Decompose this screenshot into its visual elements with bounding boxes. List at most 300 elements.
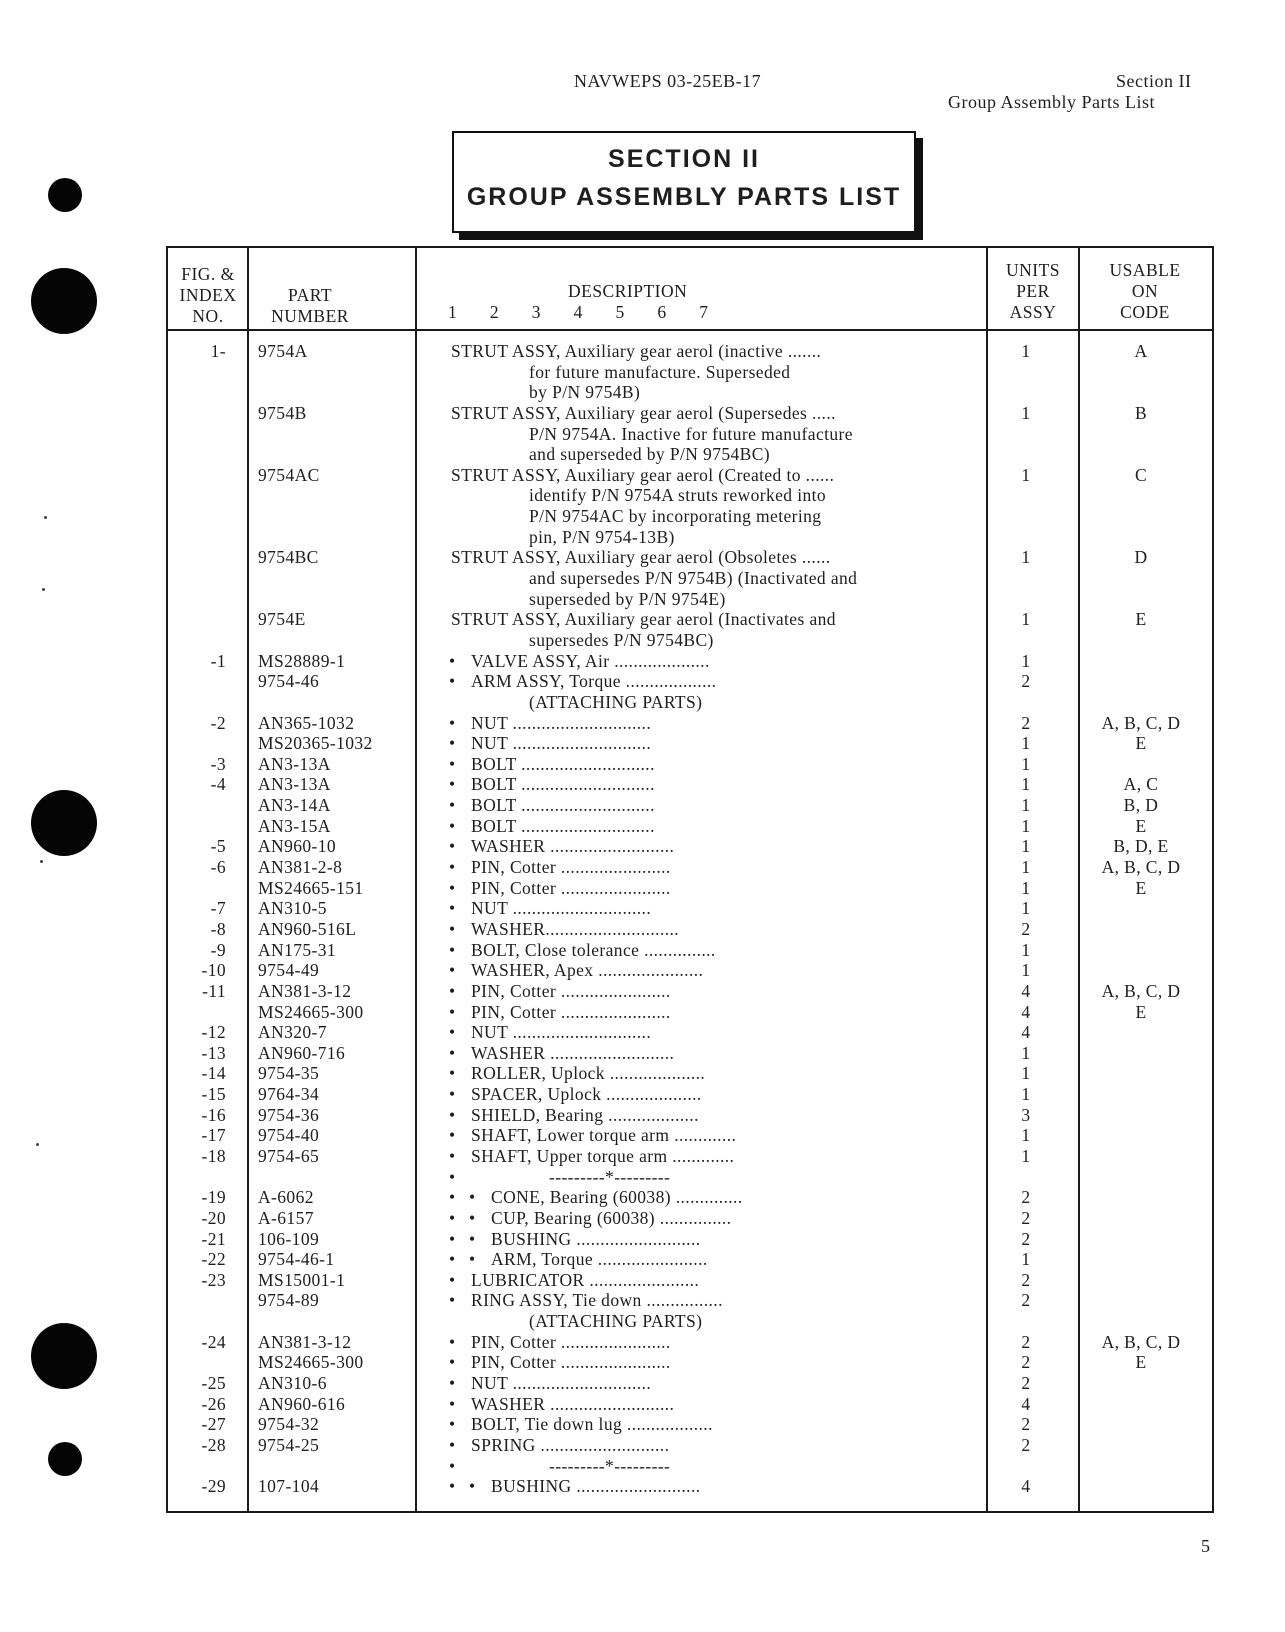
col-head-code: USABLE ON CODE — [1109, 260, 1181, 322]
units-per-assy: 1 — [1021, 733, 1031, 754]
index-number: -6 — [210, 857, 226, 878]
units-per-assy: 4 — [1021, 1393, 1031, 1414]
part-number: AN320-7 — [258, 1022, 327, 1043]
description-text: and superseded by P/N 9754BC) — [529, 444, 771, 465]
table-row — [166, 878, 1210, 899]
description-text: STRUT ASSY, Auxiliary gear aerol (Obsoletes ...... — [451, 547, 831, 568]
description-text: BOLT ............................ — [471, 753, 655, 774]
table-row — [166, 1394, 1210, 1415]
table-row — [166, 857, 1210, 878]
description — [449, 816, 949, 837]
title-line-2: GROUP ASSEMBLY PARTS LIST — [466, 183, 902, 211]
description — [449, 465, 949, 486]
indent-dot: • — [449, 857, 456, 878]
description-text: and supersedes P/N 9754B) (Inactivated and — [529, 568, 858, 589]
description — [449, 671, 949, 692]
usable-on-code: A, C — [1123, 774, 1159, 795]
part-number: AN381-3-12 — [258, 1331, 352, 1352]
indent-dot: • — [449, 1001, 456, 1022]
usable-on-code: A, B, C, D — [1101, 1331, 1181, 1352]
index-number: -11 — [202, 980, 226, 1001]
indent-dot: • — [449, 1022, 456, 1043]
table-row — [166, 1125, 1210, 1146]
description — [449, 341, 949, 362]
indent-dot: • — [449, 836, 456, 857]
usable-on-code: B, D, E — [1113, 836, 1169, 857]
description-text: WASHER .......................... — [471, 1042, 675, 1063]
table-row — [166, 1332, 1210, 1353]
part-number: 9754-40 — [258, 1125, 320, 1146]
description-text: BOLT ............................ — [471, 774, 655, 795]
units-per-assy: 2 — [1021, 1290, 1031, 1311]
index-number: -7 — [210, 898, 226, 919]
table-row — [166, 609, 1210, 630]
usable-on-code: D — [1134, 547, 1148, 568]
description — [449, 1167, 949, 1188]
description-text: (ATTACHING PARTS) — [529, 1311, 703, 1332]
part-number: MS20365-1032 — [258, 733, 373, 754]
indent-dot: • — [449, 774, 456, 795]
indent-dot: • — [449, 1207, 456, 1228]
description-text: SHIELD, Bearing ................... — [471, 1104, 699, 1125]
usable-on-code: C — [1134, 464, 1148, 485]
table-row — [166, 836, 1210, 857]
usable-on-code: E — [1135, 815, 1147, 836]
speck — [36, 1143, 39, 1146]
description — [449, 1332, 949, 1353]
description — [449, 1105, 949, 1126]
indent-dot: • — [449, 1145, 456, 1166]
table-row — [166, 1167, 1210, 1188]
table-row — [166, 1476, 1210, 1497]
indent-dot: • — [449, 1249, 456, 1270]
index-number: -1 — [210, 650, 226, 671]
index-number: -27 — [201, 1414, 226, 1435]
indent-dot: • — [449, 1166, 456, 1187]
description — [449, 1063, 949, 1084]
indent-dot: • — [469, 1187, 476, 1208]
table-row — [166, 1187, 1210, 1208]
indent-dot: • — [449, 1393, 456, 1414]
description — [449, 1125, 949, 1146]
description — [449, 713, 949, 734]
description-text: for future manufacture. Superseded — [529, 361, 791, 382]
index-number: -15 — [201, 1084, 226, 1105]
description — [449, 1270, 949, 1291]
description — [449, 1352, 949, 1373]
part-number: 9754-32 — [258, 1414, 320, 1435]
units-per-assy: 2 — [1021, 1414, 1031, 1435]
index-number: -21 — [201, 1228, 226, 1249]
indent-dot: • — [449, 1373, 456, 1394]
units-per-assy: 2 — [1021, 1331, 1031, 1352]
description-text: CONE, Bearing (60038) .............. — [491, 1187, 743, 1208]
units-per-assy: 2 — [1021, 1207, 1031, 1228]
description — [449, 774, 949, 795]
part-number: AN960-516L — [258, 918, 357, 939]
description — [449, 651, 949, 672]
part-number: 9754A — [258, 341, 308, 361]
index-number: -9 — [210, 939, 226, 960]
col-head-description: DESCRIPTION 1 2 3 4 5 6 7 — [448, 281, 709, 322]
description — [449, 878, 949, 899]
description-text: PIN, Cotter ....................... — [471, 1001, 671, 1022]
description — [449, 527, 949, 548]
indent-dot: • — [449, 795, 456, 816]
section-title: Group Assembly Parts List — [948, 92, 1156, 112]
units-per-assy: 2 — [1021, 671, 1031, 692]
description-text: WASHER .......................... — [471, 836, 675, 857]
description — [449, 1435, 949, 1456]
title-line-1: SECTION II — [608, 145, 760, 173]
index-number: -20 — [201, 1207, 226, 1228]
units-per-assy: 1 — [1021, 795, 1031, 816]
indent-dot: • — [449, 671, 456, 692]
description — [449, 1229, 949, 1250]
description-text: SPACER, Uplock .................... — [471, 1084, 702, 1105]
index-number: -29 — [201, 1476, 226, 1497]
description — [449, 1311, 949, 1332]
description-text: NUT ............................. — [471, 1022, 652, 1043]
indent-dot: • — [469, 1207, 476, 1228]
description-text: WASHER .......................... — [471, 1393, 675, 1414]
description-text: PIN, Cotter ....................... — [471, 980, 671, 1001]
usable-on-code: E — [1135, 877, 1147, 898]
indent-dot: • — [449, 1063, 456, 1084]
table-row — [166, 465, 1210, 486]
part-number: MS15001-1 — [258, 1269, 346, 1290]
part-number: 9754-46-1 — [258, 1249, 335, 1270]
part-number: AN310-5 — [258, 898, 327, 919]
table-row — [166, 1146, 1210, 1167]
binder-hole — [31, 1323, 97, 1389]
description — [449, 919, 949, 940]
indent-dot: • — [449, 1434, 456, 1455]
description — [449, 1290, 949, 1311]
units-per-assy: 1 — [1021, 836, 1031, 857]
part-number: MS24665-300 — [258, 1001, 364, 1022]
part-number: 9754-25 — [258, 1434, 320, 1455]
description — [449, 1414, 949, 1435]
table-row — [166, 940, 1210, 961]
table-row — [166, 1373, 1210, 1394]
description — [449, 568, 949, 589]
description-text: PIN, Cotter ....................... — [471, 1331, 671, 1352]
index-number: -4 — [210, 774, 226, 795]
usable-on-code: E — [1135, 609, 1147, 630]
indent-dot: • — [449, 712, 456, 733]
description — [449, 362, 949, 383]
usable-on-code: B — [1134, 402, 1148, 423]
description-text: STRUT ASSY, Auxiliary gear aerol (Created to ...... — [451, 464, 835, 485]
index-number: -17 — [201, 1125, 226, 1146]
indent-dot: • — [469, 1249, 476, 1270]
table-row — [166, 1002, 1210, 1023]
indent-dot: • — [449, 877, 456, 898]
indent-dot: • — [469, 1476, 476, 1497]
page-number: 5 — [1201, 1536, 1210, 1556]
description-text: ARM, Torque ....................... — [491, 1249, 708, 1270]
units-per-assy: 2 — [1021, 1228, 1031, 1249]
units-per-assy: 1 — [1021, 1042, 1031, 1063]
description — [449, 403, 949, 424]
part-number: AN175-31 — [258, 939, 337, 960]
description — [449, 424, 949, 445]
description-text: WASHER............................ — [471, 918, 680, 939]
table-row — [166, 1290, 1210, 1311]
indent-dot: • — [449, 1290, 456, 1311]
table-row — [166, 692, 1210, 713]
description-text: RING ASSY, Tie down ................ — [471, 1290, 723, 1311]
description-text: NUT ............................. — [471, 1373, 652, 1394]
index-number: -14 — [201, 1063, 226, 1084]
part-number: 9764-34 — [258, 1084, 320, 1105]
table-row — [166, 1063, 1210, 1084]
indent-dot: • — [449, 1125, 456, 1146]
description-text: LUBRICATOR ....................... — [471, 1269, 700, 1290]
description — [449, 1373, 949, 1394]
units-per-assy: 3 — [1021, 1104, 1031, 1125]
table-row — [166, 733, 1210, 754]
table-row — [166, 1084, 1210, 1105]
part-number: 106-109 — [258, 1228, 320, 1249]
indent-dot: • — [449, 1476, 456, 1497]
table-row — [166, 1208, 1210, 1229]
units-per-assy: 1 — [1021, 464, 1031, 485]
indent-dot: • — [449, 1352, 456, 1373]
description-text: ROLLER, Uplock .................... — [471, 1063, 706, 1084]
units-per-assy: 2 — [1021, 712, 1031, 733]
part-number: 9754-49 — [258, 960, 320, 981]
indent-dot: • — [449, 1455, 456, 1476]
parts-rows — [166, 341, 1210, 1497]
description-text: PIN, Cotter ....................... — [471, 877, 671, 898]
description-text: STRUT ASSY, Auxiliary gear aerol (Inactivates and — [451, 609, 836, 630]
description-text: NUT ............................. — [471, 898, 652, 919]
part-number: AN3-13A — [258, 774, 331, 795]
description — [449, 485, 949, 506]
table-row — [166, 960, 1210, 981]
indent-dot: • — [449, 1104, 456, 1125]
description-text: supersedes P/N 9754BC) — [529, 629, 714, 650]
speck — [44, 516, 47, 519]
units-per-assy: 1 — [1021, 1063, 1031, 1084]
part-number: 9754AC — [258, 464, 320, 485]
part-number: AN960-716 — [258, 1042, 346, 1063]
table-row — [166, 1249, 1210, 1270]
binder-hole — [48, 178, 82, 212]
indent-dot: • — [449, 1331, 456, 1352]
part-number: 9754-35 — [258, 1063, 320, 1084]
description-text: BUSHING .......................... — [491, 1476, 701, 1497]
part-number: MS24665-151 — [258, 877, 364, 898]
description — [449, 1394, 949, 1415]
indent-dot: • — [449, 733, 456, 754]
units-per-assy: 1 — [1021, 402, 1031, 423]
index-number: -23 — [201, 1269, 226, 1290]
units-per-assy: 1 — [1021, 960, 1031, 981]
index-number: -8 — [210, 918, 226, 939]
index-number: -25 — [201, 1373, 226, 1394]
units-per-assy: 1 — [1021, 650, 1031, 671]
description-text: (ATTACHING PARTS) — [529, 691, 703, 712]
section-title-box — [452, 131, 916, 233]
units-per-assy: 2 — [1021, 1434, 1031, 1455]
indent-dot: • — [449, 650, 456, 671]
table-row — [166, 589, 1210, 610]
indent-dot: • — [449, 980, 456, 1001]
table-row — [166, 630, 1210, 651]
description — [449, 692, 949, 713]
index-number: -24 — [201, 1331, 226, 1352]
part-number: AN3-15A — [258, 815, 331, 836]
section-label: Section II — [1116, 71, 1192, 91]
indent-dot: • — [449, 1228, 456, 1249]
usable-on-code: A, B, C, D — [1101, 857, 1181, 878]
description — [449, 898, 949, 919]
description — [449, 1208, 949, 1229]
table-row — [166, 919, 1210, 940]
usable-on-code: A, B, C, D — [1101, 980, 1181, 1001]
table-row — [166, 774, 1210, 795]
description-text: STRUT ASSY, Auxiliary gear aerol (inactive ....... — [451, 341, 822, 361]
usable-on-code: E — [1135, 733, 1147, 754]
index-number: 1- — [210, 341, 226, 361]
description-text: BOLT ............................ — [471, 815, 655, 836]
units-per-assy: 1 — [1021, 1084, 1031, 1105]
description — [449, 589, 949, 610]
description — [449, 940, 949, 961]
usable-on-code: E — [1135, 1352, 1147, 1373]
description-text: BOLT, Tie down lug .................. — [471, 1414, 713, 1435]
index-number: -28 — [201, 1434, 226, 1455]
index-number: -22 — [201, 1249, 226, 1270]
part-number: AN3-13A — [258, 753, 331, 774]
table-row — [166, 898, 1210, 919]
description — [449, 754, 949, 775]
part-number: 9754-89 — [258, 1290, 320, 1311]
units-per-assy: 2 — [1021, 918, 1031, 939]
part-number: AN365-1032 — [258, 712, 355, 733]
usable-on-code: E — [1135, 1001, 1147, 1022]
table-row — [166, 816, 1210, 837]
part-number: AN381-3-12 — [258, 980, 352, 1001]
table-row — [166, 1229, 1210, 1250]
description — [449, 981, 949, 1002]
table-row — [166, 568, 1210, 589]
index-number: -2 — [210, 712, 226, 733]
part-number: 9754E — [258, 609, 306, 630]
description-text: SPRING ........................... — [471, 1434, 670, 1455]
table-row — [166, 403, 1210, 424]
description — [449, 733, 949, 754]
table-row — [166, 1105, 1210, 1126]
part-number: 9754-65 — [258, 1145, 320, 1166]
description — [449, 1002, 949, 1023]
description-text: ---------*--------- — [549, 1455, 671, 1476]
description-text: identify P/N 9754A struts reworked into — [529, 485, 827, 506]
description-text: by P/N 9754B) — [529, 382, 641, 403]
units-per-assy: 1 — [1021, 609, 1031, 630]
description-text: STRUT ASSY, Auxiliary gear aerol (Supersedes ..... — [451, 402, 836, 423]
description — [449, 609, 949, 630]
description-text: CUP, Bearing (60038) ............... — [491, 1207, 732, 1228]
table-row — [166, 1270, 1210, 1291]
description — [449, 630, 949, 651]
description-text: superseded by P/N 9754E) — [529, 588, 726, 609]
description-text: SHAFT, Lower torque arm ............. — [471, 1125, 737, 1146]
indent-dot: • — [449, 1084, 456, 1105]
units-per-assy: 1 — [1021, 1249, 1031, 1270]
units-per-assy: 1 — [1021, 547, 1031, 568]
part-number: AN960-616 — [258, 1393, 346, 1414]
part-number: 9754B — [258, 402, 307, 423]
index-number: -10 — [201, 960, 226, 981]
part-number: AN381-2-8 — [258, 857, 343, 878]
description — [449, 1249, 949, 1270]
indent-dot: • — [449, 1187, 456, 1208]
description — [449, 1476, 949, 1497]
table-row — [166, 341, 1210, 362]
units-per-assy: 4 — [1021, 1001, 1031, 1022]
index-number: -19 — [201, 1187, 226, 1208]
table-row — [166, 362, 1210, 383]
index-number: -5 — [210, 836, 226, 857]
table-row — [166, 1352, 1210, 1373]
description-text: SHAFT, Upper torque arm ............. — [471, 1145, 735, 1166]
units-per-assy: 4 — [1021, 980, 1031, 1001]
col-head-index: FIG. & INDEX NO. — [179, 264, 237, 326]
units-per-assy: 1 — [1021, 753, 1031, 774]
units-per-assy: 2 — [1021, 1352, 1031, 1373]
units-per-assy: 4 — [1021, 1476, 1031, 1497]
speck — [40, 860, 43, 863]
header-divider — [168, 329, 1212, 331]
description-text: ---------*--------- — [549, 1166, 671, 1187]
part-number: A-6157 — [258, 1207, 314, 1228]
usable-on-code: A — [1134, 341, 1148, 361]
col-head-part: PART NUMBER — [271, 285, 349, 326]
speck — [42, 588, 45, 591]
description — [449, 1187, 949, 1208]
doc-number: NAVWEPS 03-25EB-17 — [574, 71, 762, 91]
description-text: NUT ............................. — [471, 733, 652, 754]
units-per-assy: 1 — [1021, 774, 1031, 795]
index-number: -18 — [201, 1145, 226, 1166]
description — [449, 1146, 949, 1167]
binder-hole — [31, 790, 97, 856]
units-per-assy: 1 — [1021, 877, 1031, 898]
table-row — [166, 754, 1210, 775]
indent-dot: • — [449, 815, 456, 836]
binder-hole — [48, 1442, 82, 1476]
part-number: AN310-6 — [258, 1373, 327, 1394]
description — [449, 547, 949, 568]
indent-dot: • — [449, 1414, 456, 1435]
description-text: VALVE ASSY, Air .................... — [471, 650, 710, 671]
indent-dot: • — [469, 1228, 476, 1249]
description-text: BOLT, Close tolerance ............... — [471, 939, 716, 960]
units-per-assy: 1 — [1021, 898, 1031, 919]
description — [449, 1022, 949, 1043]
indent-dot: • — [449, 939, 456, 960]
description — [449, 506, 949, 527]
description — [449, 382, 949, 403]
units-per-assy: 4 — [1021, 1022, 1031, 1043]
description-text: P/N 9754A. Inactive for future manufacture — [529, 423, 853, 444]
units-per-assy: 2 — [1021, 1373, 1031, 1394]
description — [449, 857, 949, 878]
